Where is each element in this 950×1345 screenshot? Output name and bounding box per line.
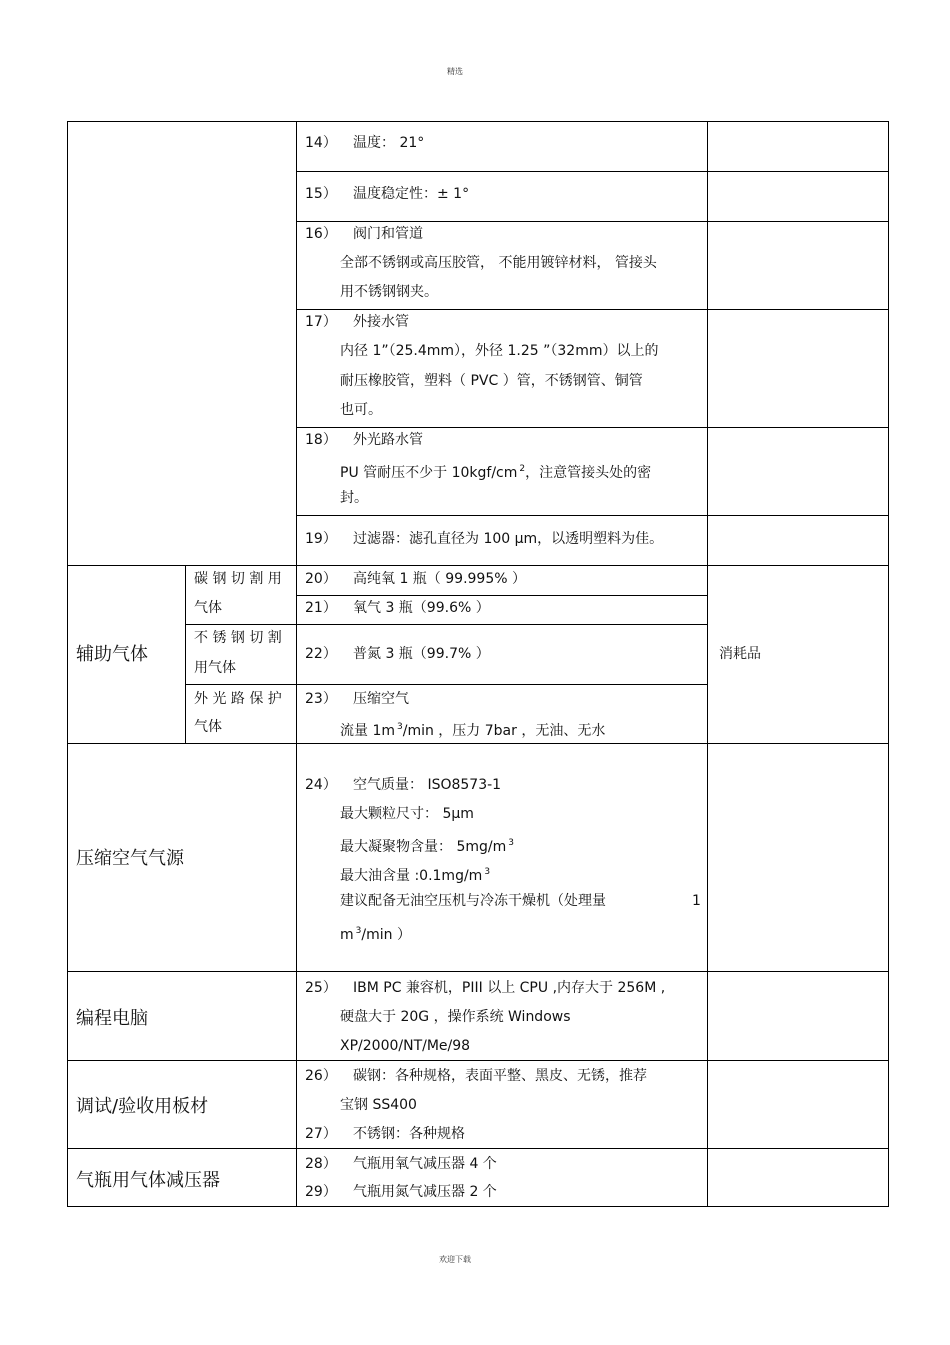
item-22: 22） 普氮 3 瓶（99.7% ） <box>305 646 490 662</box>
item-26-line1: 26） 碳钢：各种规格，表面平整、黑皮、无锈，推荐 <box>305 1068 647 1084</box>
item-17-title: 17） 外接水管 <box>305 314 409 330</box>
aux-sub1-line2: 气体 <box>194 600 222 616</box>
item-18-line2: 封。 <box>340 490 368 506</box>
regulator-label: 气瓶用气体减压器 <box>76 1170 220 1191</box>
item-14: 14） 温度： 21° <box>305 135 425 151</box>
item-26-line2: 宝钢 SS400 <box>340 1097 417 1113</box>
item-21: 21） 氧气 3 瓶（99.6% ） <box>305 600 490 616</box>
item-24-line4: 建议配备无油空压机与冷冻干燥机（处理量 <box>340 893 606 909</box>
item-16-line2: 用不锈钢钢夹。 <box>340 284 438 300</box>
item-16-line1: 全部不锈钢或高压胶管， 不能用镀锌材料， 管接头 <box>340 255 657 271</box>
item-24-line5: m $^3$/min ） <box>340 926 411 943</box>
item-19: 19） 过滤器：滤孔直径为 100 μm，以透明塑料为佳。 <box>305 531 664 547</box>
item-25-line2: 硬盘大于 20G ，操作系统 Windows <box>340 1009 571 1025</box>
item-17-line1: 内径 1”（25.4mm），外径 1.25 ”（32mm）以上的 <box>340 343 659 359</box>
page-footer: 欢迎下载 <box>439 1255 471 1264</box>
item-25-line3: XP/2000/NT/Me/98 <box>340 1038 471 1054</box>
aux-sub3-line1: 外 光 路 保 护 <box>194 691 282 707</box>
item-27: 27） 不锈钢：各种规格 <box>305 1126 465 1142</box>
aux-sub1-line1: 碳 钢 切 割 用 <box>194 571 282 587</box>
air-source-label: 压缩空气气源 <box>76 848 184 869</box>
page-header: 精选 <box>447 67 463 76</box>
item-18-title: 18） 外光路水管 <box>305 432 423 448</box>
plate-label: 调试/验收用板材 <box>76 1096 209 1117</box>
item-16-title: 16） 阀门和管道 <box>305 226 423 242</box>
item-15: 15） 温度稳定性：± 1° <box>305 186 470 202</box>
item-17-line3: 也可。 <box>340 402 382 418</box>
item-29: 29） 气瓶用氮气减压器 2 个 <box>305 1184 497 1200</box>
item-25-line1: 25） IBM PC 兼容机，PIII 以上 CPU ,内存大于 256M , <box>305 980 666 996</box>
item-24-line2: 最大凝聚物含量： 5mg/m $^3$ <box>340 838 514 855</box>
aux-sub2-line2: 用气体 <box>194 660 236 676</box>
item-24-line4-value: 1 <box>692 893 701 909</box>
item-24-line3: 最大油含量 :0.1mg/m $^3$ <box>340 867 491 884</box>
item-23-title: 23） 压缩空气 <box>305 691 409 707</box>
item-20: 20） 高纯氧 1 瓶（ 99.995% ） <box>305 571 526 587</box>
aux-gas-label: 辅助气体 <box>76 644 148 665</box>
item-17-line2: 耐压橡胶管，塑料（ PVC ）管，不锈钢管、铜管 <box>340 373 643 389</box>
aux-remark: 消耗品 <box>719 646 761 662</box>
item-28: 28） 气瓶用氧气减压器 4 个 <box>305 1156 497 1172</box>
item-24-title: 24） 空气质量： ISO8573-1 <box>305 777 502 793</box>
pc-label: 编程电脑 <box>76 1008 148 1029</box>
item-18-line1: PU 管耐压不少于 10kgf/cm $^2$，注意管接头处的密 <box>340 464 652 481</box>
aux-sub2-line1: 不 锈 钢 切 割 <box>194 630 282 646</box>
item-23-line1: 流量 1m $^3$/min ，压力 7bar ，无油、无水 <box>340 722 606 739</box>
aux-sub3-line2: 气体 <box>194 719 222 735</box>
item-24-line1: 最大颗粒尺寸： 5μm <box>340 806 474 822</box>
